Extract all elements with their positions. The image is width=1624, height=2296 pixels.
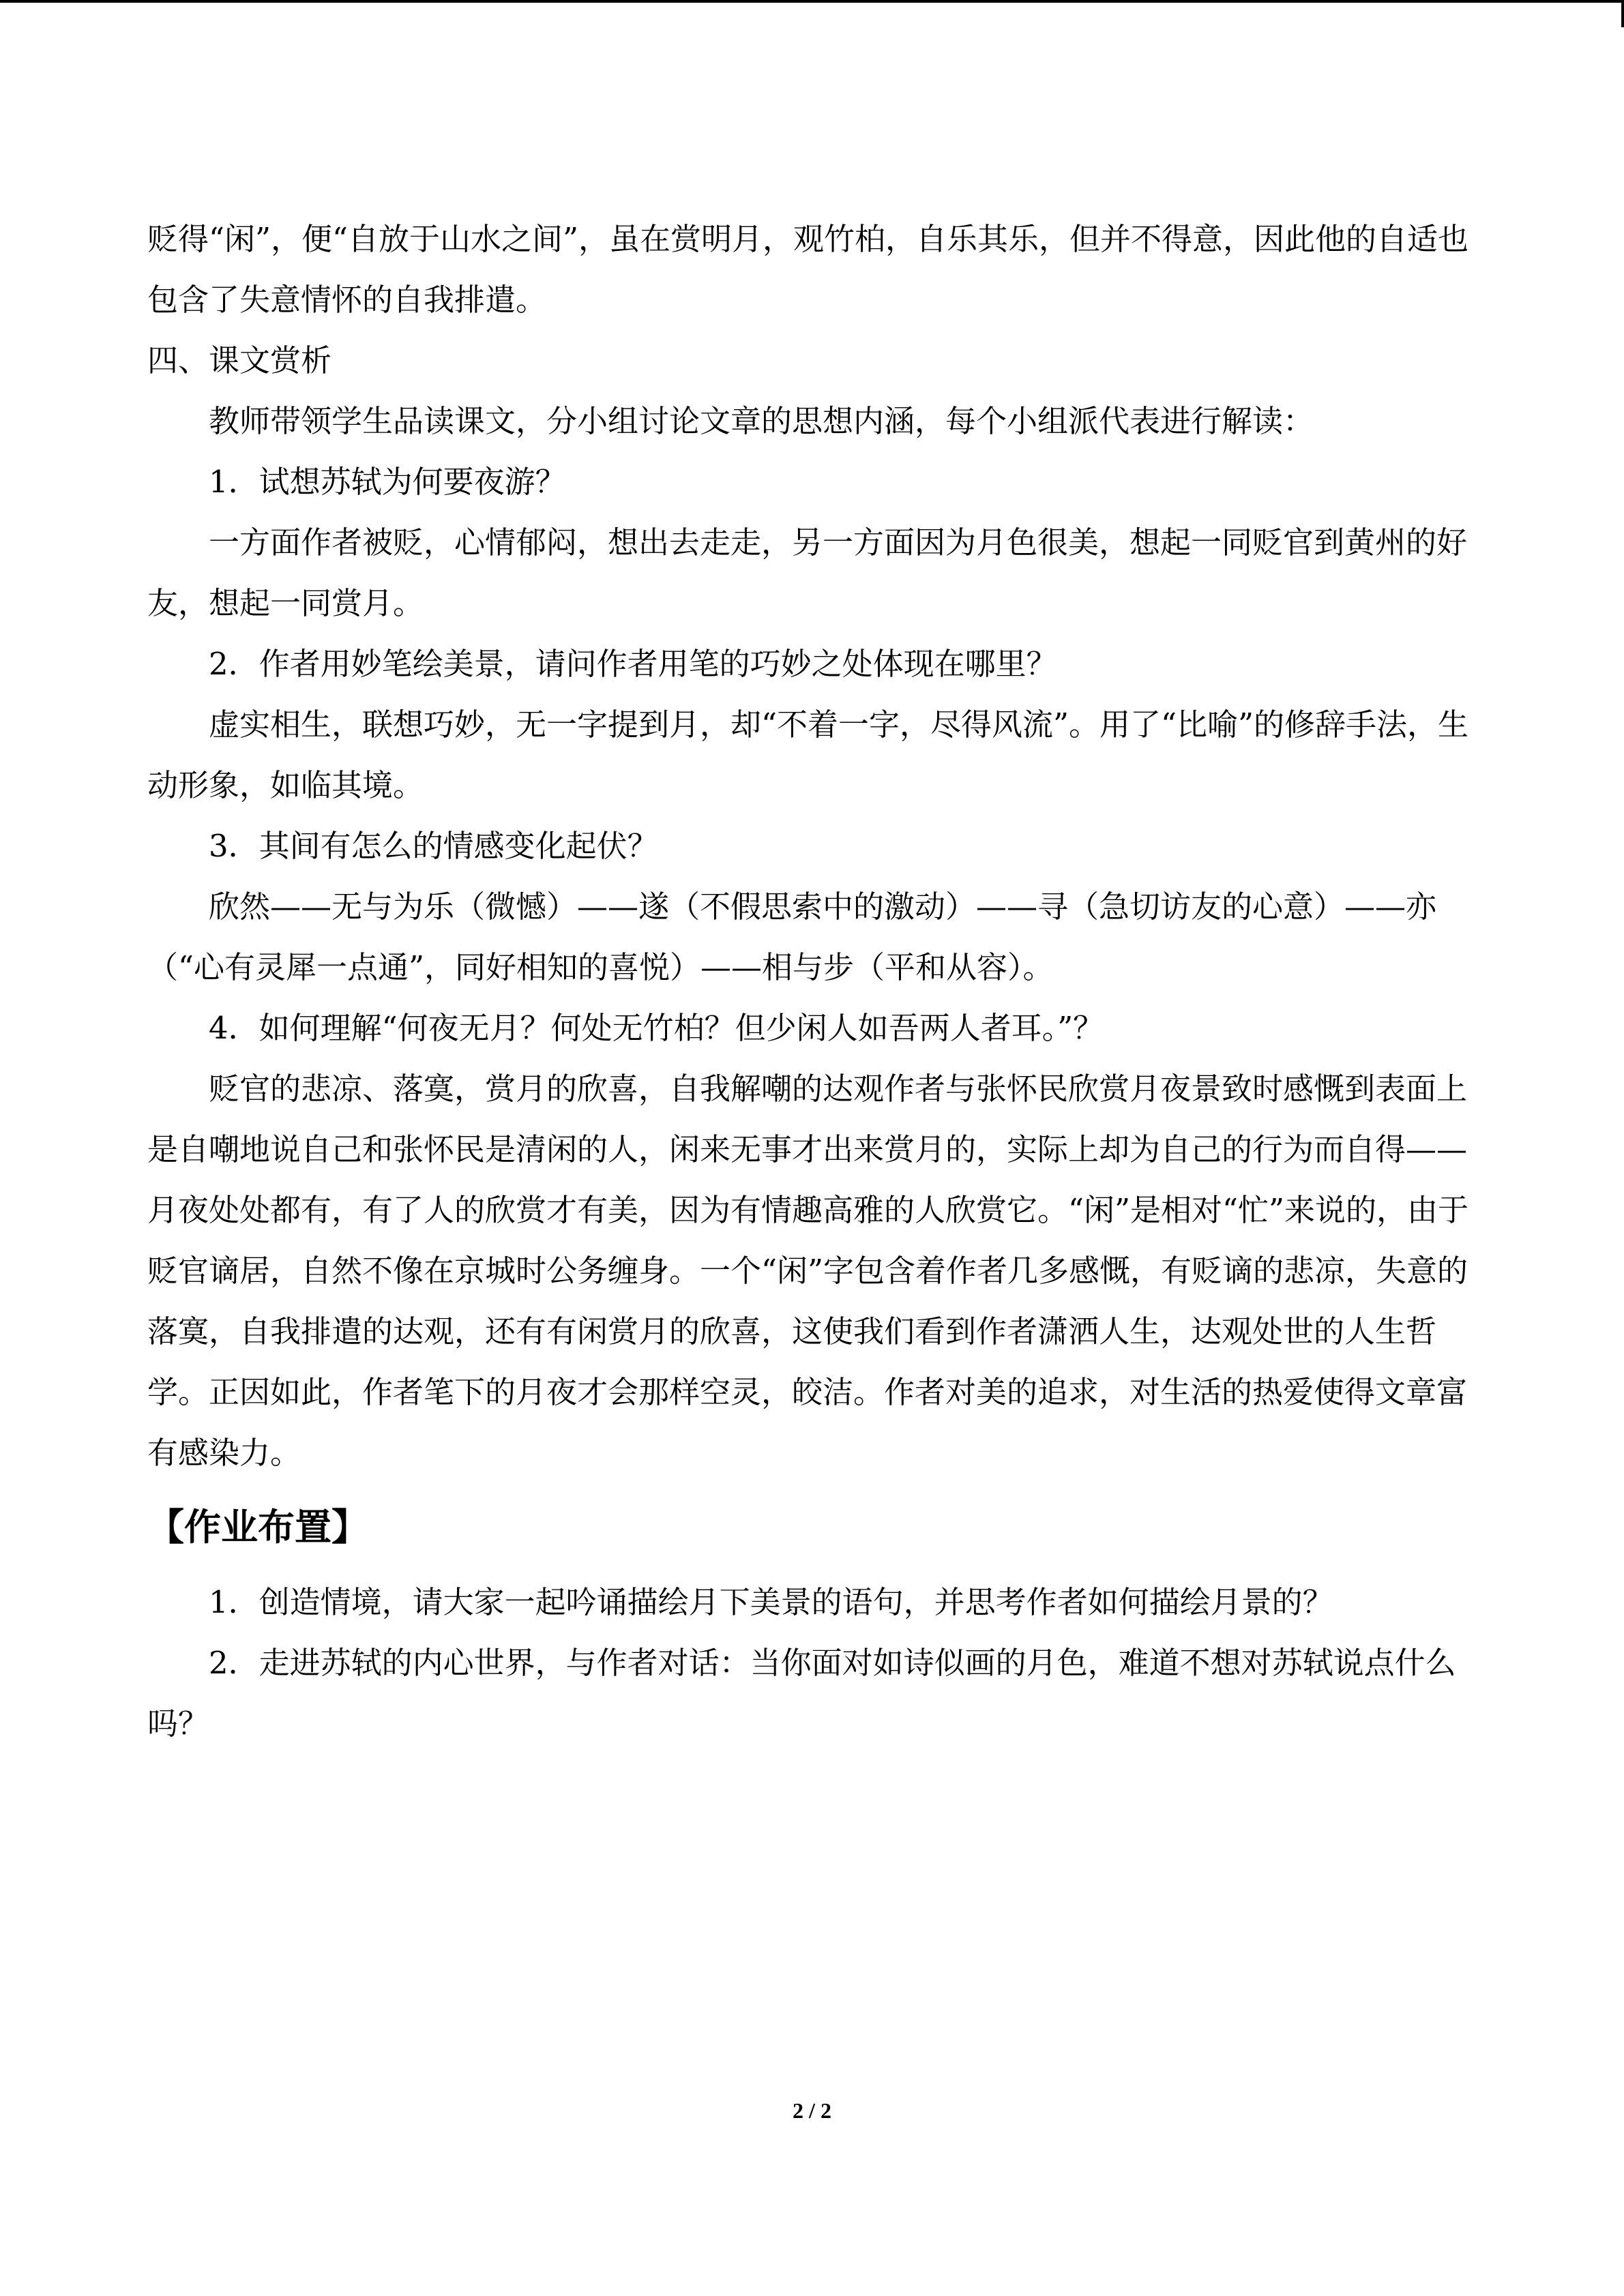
continued-paragraph: 贬得“闲”，便“自放于山水之间”，虽在赏明月，观竹柏，自乐其乐，但并不得意，因此他的自适也包含了失意情怀的自我排遣。 bbox=[147, 221, 1469, 318]
homework-heading: 【作业布置】 bbox=[147, 1506, 368, 1549]
question-4: 4．如何理解“何夜无月？何处无竹柏？但少闲人如吾两人者耳。”？ bbox=[209, 1010, 1104, 1046]
top-border-line bbox=[0, 0, 1624, 3]
answer-3: 欣然——无与为乐（微憾）——遂（不假思索中的激动）——寻（急切访友的心意）——亦（“心有灵犀一点通”，同好相知的喜悦）——相与步（平和从容）。 bbox=[147, 889, 1437, 985]
question-3: 3．其间有怎么的情感变化起伏？ bbox=[209, 828, 658, 864]
page-number: 2 / 2 bbox=[793, 2098, 831, 2123]
right-border-line bbox=[1621, 0, 1624, 27]
page-content bbox=[147, 209, 1477, 1754]
section-intro: 教师带领学生品读课文，分小组讨论文章的思想内涵，每个小组派代表进行解读： bbox=[209, 403, 1314, 439]
question-2: 2．作者用妙笔绘美景，请问作者用笔的巧妙之处体现在哪里？ bbox=[209, 646, 1057, 682]
answer-2: 虚实相生，联想巧妙，无一字提到月，却“不着一字，尽得风流”。用了“比喻”的修辞手法，生动形象，如临其境。 bbox=[147, 706, 1469, 803]
homework-item-2: 2．走进苏轼的内心世界，与作者对话：当你面对如诗似画的月色，难道不想对苏轼说点什么吗？ bbox=[147, 1645, 1456, 1742]
section-heading-analysis: 四、课文赏析 bbox=[147, 342, 332, 378]
question-1: 1．试想苏轼为何要夜游？ bbox=[209, 464, 566, 500]
homework-item-1: 1．创造情境，请大家一起吟诵描绘月下美景的语句，并思考作者如何描绘月景的？ bbox=[209, 1584, 1333, 1620]
answer-4: 贬官的悲凉、落寞，赏月的欣喜，自我解嘲的达观作者与张怀民欣赏月夜景致时感慨到表面上是自嘲地说自己和张怀民是清闲的人，闲来无事才出来赏月的，实际上却为自己的行为而自得——月夜处处都有，有了人的欣赏才有美，因为有情趣高雅的人欣赏它。“闲”是相对“忙”来说的，由于贬官谪居，自然不像在京城时公务缠身。一个“闲”字包含着作者几多感慨，有贬谪的悲凉，失意的落寞，自我排遣的达观，还有有闲赏月的欣喜，这使我们看到作者潇洒人生，达观处世的人生哲学。正因如此，作者笔下的月夜才会那样空灵，皎洁。作者对美的追求，对生活的热爱使得文章富有感染力。 bbox=[147, 1071, 1469, 1471]
answer-1: 一方面作者被贬，心情郁闷，想出去走走，另一方面因为月色很美，想起一同贬官到黄州的好友，想起一同赏月。 bbox=[147, 524, 1468, 621]
